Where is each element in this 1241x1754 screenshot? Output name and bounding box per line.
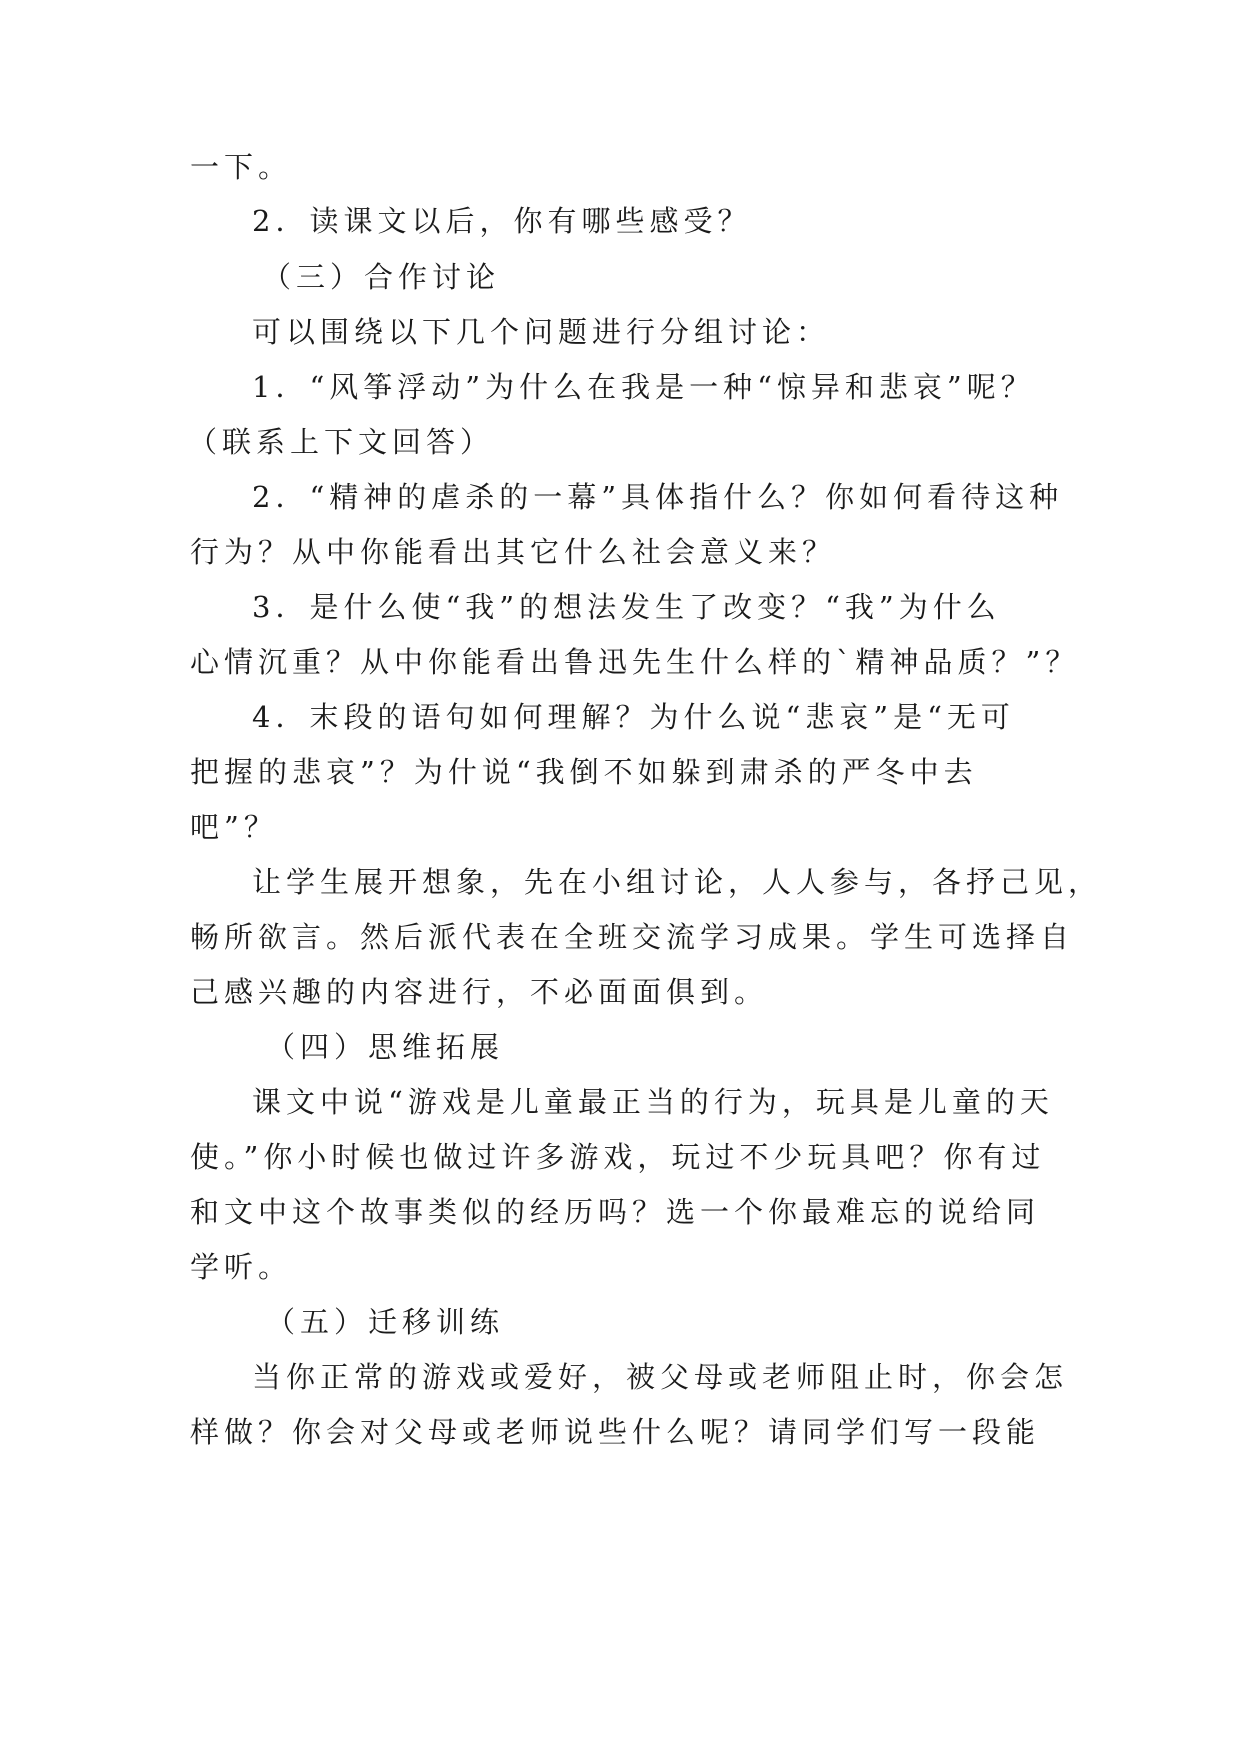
text-line: 样做？你会对父母或老师说些什么呢？请同学们写一段能: [190, 1415, 1041, 1449]
text-line: （联系上下文回答）: [188, 425, 495, 459]
section-heading: （四）思维拓展: [266, 1030, 505, 1064]
text-line: 学听。: [190, 1250, 293, 1284]
text-line: 让学生展开想象，先在小组讨论，人人参与，各抒己见，: [252, 865, 1103, 899]
text-line: 吧”？: [190, 810, 278, 844]
text-line: 课文中说“游戏是儿童最正当的行为，玩具是儿童的天: [252, 1085, 1054, 1119]
section-heading: （三）合作讨论: [262, 260, 501, 294]
text-line: 己感兴趣的内容进行，不必面面俱到。: [190, 975, 769, 1009]
text-line: 1．“风筝浮动”为什么在我是一种“惊异和悲哀”呢？: [252, 370, 1035, 404]
text-line: 可以围绕以下几个问题进行分组讨论：: [252, 315, 831, 349]
text-line: 心情沉重？从中你能看出鲁迅先生什么样的`精神品质？”？: [190, 645, 1080, 679]
section-heading: （五）迁移训练: [266, 1305, 505, 1339]
text-line: 使。”你小时候也做过许多游戏，玩过不少玩具吧？你有过: [190, 1140, 1046, 1174]
text-line: 4．末段的语句如何理解？为什么说“悲哀”是“无可: [252, 700, 1015, 734]
text-line: 当你正常的游戏或爱好，被父母或老师阻止时，你会怎: [252, 1360, 1069, 1394]
text-line: 3．是什么使“我”的想法发生了改变？“我”为什么: [252, 590, 1001, 624]
text-line: 一下。: [190, 150, 293, 184]
text-line: 把握的悲哀”？为什说“我倒不如躲到肃杀的严冬中去: [190, 755, 978, 789]
text-line: 2．读课文以后，你有哪些感受？: [252, 204, 752, 238]
text-line: 2．“精神的虐杀的一幕”具体指什么？你如何看待这种: [252, 480, 1064, 514]
text-line: 行为？从中你能看出其它什么社会意义来？: [190, 535, 837, 569]
text-line: 和文中这个故事类似的经历吗？选一个你最难忘的说给同: [190, 1195, 1041, 1229]
text-line: 畅所欲言。然后派代表在全班交流学习成果。学生可选择自: [190, 920, 1075, 954]
